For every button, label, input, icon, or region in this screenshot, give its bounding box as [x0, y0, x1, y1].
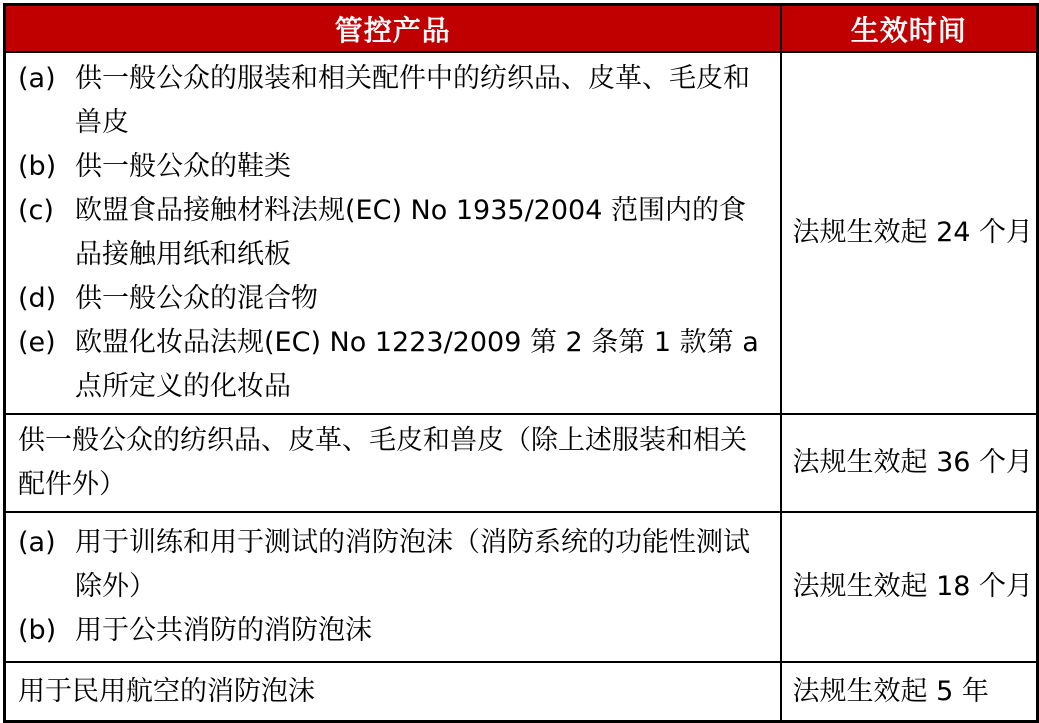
item-marker: (b): [18, 151, 57, 182]
item-text: 供一般公众的服装和相关配件中的纺织品、皮革、毛皮和兽皮: [75, 63, 750, 138]
product-list-item: [18, 57, 770, 145]
item-marker: (a): [18, 527, 56, 558]
products-cell: [5, 414, 781, 512]
header-row: [5, 5, 1038, 53]
item-marker: (e): [18, 327, 56, 358]
product-text: 供一般公众的纺织品、皮革、毛皮和兽皮（除上述服装和相关配件外）: [18, 425, 747, 500]
item-marker: (a): [18, 63, 56, 94]
header-cell-products: 管控产品: [5, 5, 781, 53]
item-text: 欧盟化妆品法规(EC) No 1223/2009 第 2 条第 1 款第 a 点所定义的化妆品: [75, 327, 759, 402]
item-text: 用于训练和用于测试的消防泡沫（消防系统的功能性测试除外）: [75, 527, 750, 602]
item-text: 用于公共消防的消防泡沫: [75, 615, 372, 646]
product-list-item: [18, 189, 770, 277]
item-marker: (c): [18, 195, 54, 226]
effective-time-cell: 法规生效起 36 个月: [781, 414, 1038, 512]
products-cell: [5, 512, 781, 662]
effective-time-cell: 法规生效起 5 年: [781, 662, 1038, 722]
products-cell: [5, 662, 781, 722]
table-row: [5, 512, 1038, 662]
item-marker: (d): [18, 283, 57, 314]
table-row: [5, 52, 1038, 414]
item-text: 供一般公众的鞋类: [75, 151, 291, 182]
item-marker: (b): [18, 615, 57, 646]
header-cell-time: 生效时间: [781, 5, 1038, 53]
effective-time-cell: 法规生效起 18 个月: [781, 512, 1038, 662]
products-cell: [5, 52, 781, 414]
product-text: 用于民用航空的消防泡沫: [18, 675, 315, 707]
product-list-item: [18, 521, 770, 609]
product-list-item: [18, 609, 770, 653]
table-row: [5, 662, 1038, 722]
effective-time-cell: 法规生效起 24 个月: [781, 52, 1038, 414]
item-text: 供一般公众的混合物: [75, 283, 318, 314]
item-text: 欧盟食品接触材料法规(EC) No 1935/2004 范围内的食品接触用纸和纸板: [75, 195, 746, 270]
table-row: [5, 414, 1038, 512]
regulation-table: [3, 3, 1039, 723]
product-list-item: [18, 321, 770, 409]
product-list-item: [18, 277, 770, 321]
product-list-item: [18, 145, 770, 189]
